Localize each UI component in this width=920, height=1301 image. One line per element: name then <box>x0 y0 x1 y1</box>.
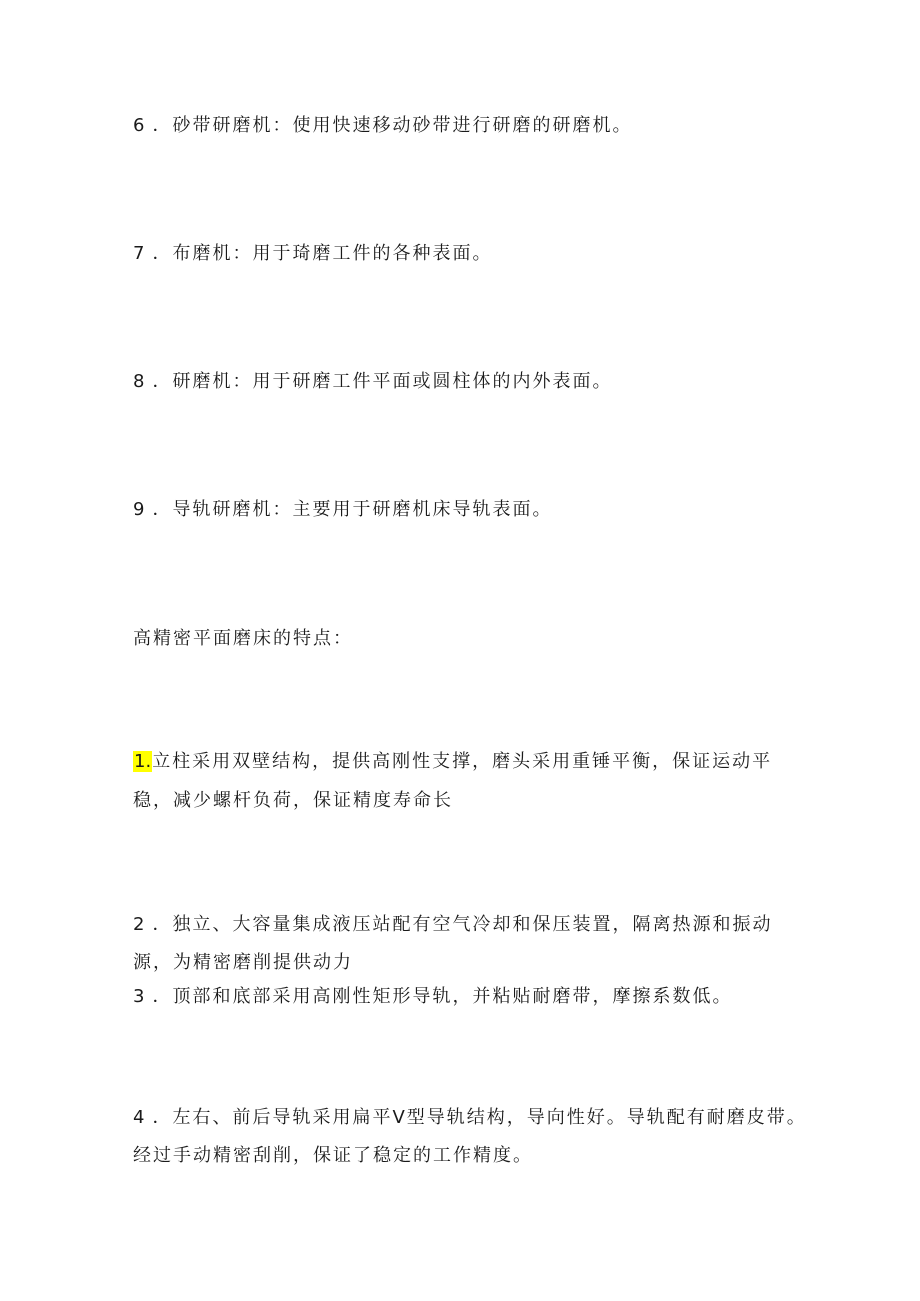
item-text: ．布磨机：用于琦磨工件的各种表面。 <box>152 243 493 264</box>
feature-4-line-2: 经过手动精密刮削，保证了稳定的工作精度。 <box>133 1145 533 1166</box>
item-number: 6 <box>133 115 147 136</box>
feature-2-line-1 <box>133 912 772 938</box>
feature-1-line-1 <box>133 749 772 775</box>
item-text: ．砂带研磨机：使用快速移动砂带进行研磨的研磨机。 <box>152 115 633 136</box>
list-item-7 <box>133 241 492 267</box>
item-number: 2 <box>133 914 147 935</box>
list-item-8 <box>133 369 612 395</box>
feature-text: ．顶部和底部采用高刚性矩形导轨，并粘贴耐磨带，摩擦系数低。 <box>152 986 733 1007</box>
item-text: ．研磨机：用于研磨工件平面或圆柱体的内外表面。 <box>152 371 613 392</box>
feature-4-line-1 <box>133 1105 807 1131</box>
feature-text: 立柱采用双壁结构，提供高刚性支撑，磨头采用重锤平衡，保证运动平 <box>152 751 773 772</box>
item-number: 8 <box>133 371 147 392</box>
highlighted-number: 1. <box>134 751 152 772</box>
item-number: 3 <box>133 986 147 1007</box>
feature-1-line-2: 稳，减少螺杆负荷，保证精度寿命长 <box>133 790 453 811</box>
feature-3-line-1 <box>133 984 732 1010</box>
item-number: 9 <box>133 499 147 520</box>
feature-text: ．独立、大容量集成液压站配有空气冷却和保压装置，隔离热源和振动 <box>152 914 773 935</box>
list-item-6 <box>133 113 632 139</box>
list-item-9 <box>133 497 552 523</box>
item-number: 7 <box>133 243 147 264</box>
feature-2-line-2: 源，为精密磨削提供动力 <box>133 952 353 973</box>
feature-text: ．左右、前后导轨采用扁平V型导轨结构，导向性好。导轨配有耐磨皮带。 <box>152 1107 807 1128</box>
item-text: ．导轨研磨机：主要用于研磨机床导轨表面。 <box>152 499 553 520</box>
section-heading: 高精密平面磨床的特点： <box>133 628 353 649</box>
item-number: 4 <box>133 1107 147 1128</box>
